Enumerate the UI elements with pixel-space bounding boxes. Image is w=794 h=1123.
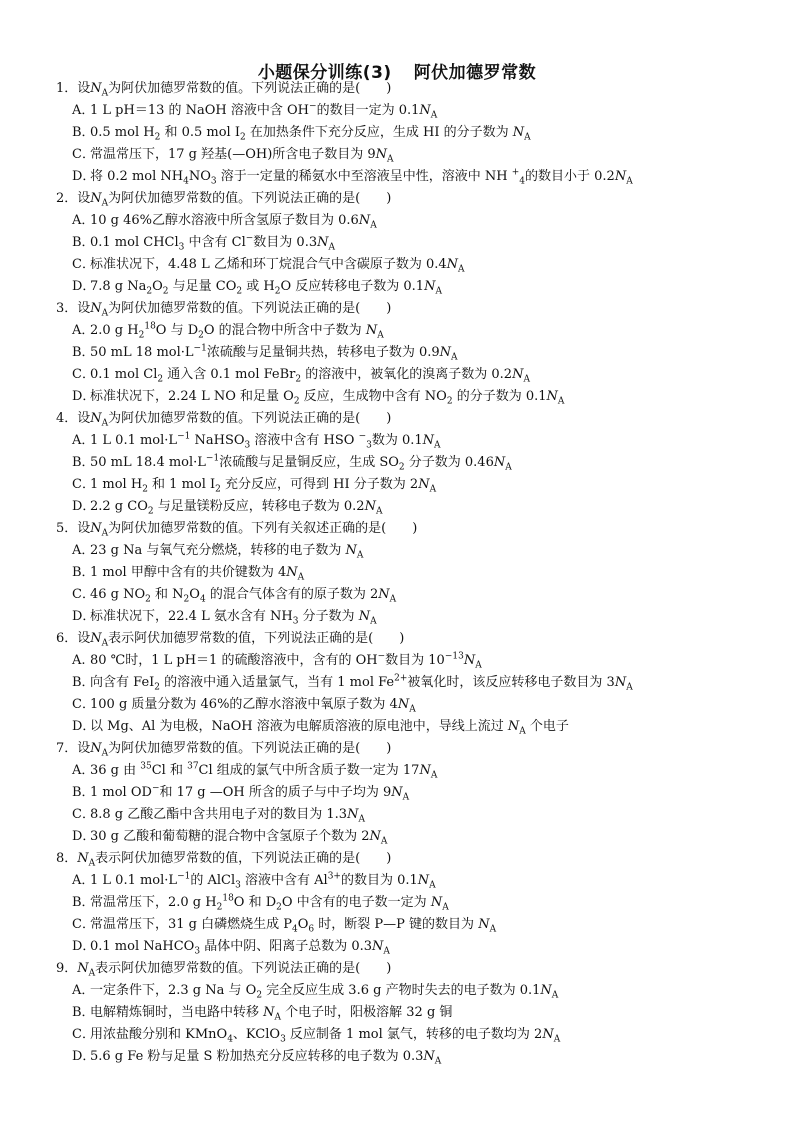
option-text: 1 L 0.1 $mol\cdot L^{-1}$ NaHSO$_3$ 溶液中含有 HSO −$_3$数为 $0.1N_A$ <box>90 431 441 451</box>
title-topic: 阿伏加德罗常数 <box>413 63 537 83</box>
option-label: A． <box>72 323 95 338</box>
question-stem: 4．设$N_A$为阿伏加德罗常数的值。下列说法正确的是( ) <box>56 411 392 429</box>
option-label: A． <box>72 873 95 888</box>
option-text: 30 g 乙酸和葡萄糖的混合物中含氢原子个数为 $2N_A$ <box>90 829 388 847</box>
option-b <box>56 562 756 584</box>
option-text: 标准状况下，4.48 L 乙烯和环丁烷混合气中含碳原子数为 $0.4N_A$ <box>90 257 465 275</box>
option-b <box>56 892 756 914</box>
question-stem: 6．设$N_A$表示阿伏加德罗常数的值，下列说法正确的是( ) <box>56 631 405 649</box>
question-stem: 7．设$N_A$为阿伏加德罗常数的值。下列说法正确的是( ) <box>56 741 392 759</box>
option-d <box>56 386 756 408</box>
option-label: D． <box>72 279 96 294</box>
question-3 <box>56 298 756 408</box>
question-6 <box>56 628 756 738</box>
option-text: 一定条件下，2.3 g Na 与 $O_2$ 完全反应生成 3.6 g 产物时失去的电子数为 $0.1N_A$ <box>90 983 559 1001</box>
option-label: B． <box>72 895 95 910</box>
option-a <box>56 430 756 452</box>
option-label: D． <box>72 169 96 184</box>
option-text: 2.2 g $CO_2$ 与足量镁粉反应，转移电子数为 $0.2N_A$ <box>90 499 383 517</box>
option-d <box>56 826 756 848</box>
option-label: D． <box>72 609 96 624</box>
option-d <box>56 1046 756 1068</box>
option-text: 50 mL 18.4 $mol\cdot L^{-1}$浓硫酸与足量铜反应，生成 $SO_2$ 分子数为 $0.46N_A$ <box>90 453 512 473</box>
option-text: 标准状况下，2.24 L NO 和足量 $O_2$ 反应，生成物中含有 $NO_2$ 的分子数为 $0.1N_A$ <box>90 389 565 407</box>
option-label: B． <box>72 675 95 690</box>
question-4 <box>56 408 756 518</box>
option-label: C． <box>72 477 95 492</box>
option-text: 0.5 mol $H_2$ 和 0.5 mol $I_2$ 在加热条件下充分反应，生成 HI 的分子数为 $N_A$ <box>90 125 531 143</box>
option-d <box>56 276 756 298</box>
option-a <box>56 980 756 1002</box>
option-label: A． <box>72 213 95 228</box>
option-text: 7.8 g $Na_2O_2$ 与足量 $CO_2$ 或 $H_2O$ 反应转移电子数为 $0.1N_A$ <box>90 279 442 297</box>
option-b <box>56 452 756 474</box>
option-d <box>56 716 756 738</box>
option-text: 50 mL 18 $mol\cdot L^{-1}$浓硫酸与足量铜共热，转移电子数为 $0.9N_A$ <box>90 343 458 363</box>
option-text: 1 L 0.1 $mol\cdot L^{-1}$的 AlCl$_3$ 溶液中含有 $Al^{3+}$的数目为 $0.1N_A$ <box>90 871 436 891</box>
option-c <box>56 474 756 496</box>
option-b <box>56 782 756 804</box>
option-a <box>56 870 756 892</box>
question-2 <box>56 188 756 298</box>
option-text: 用浓盐酸分别和 KMnO$_4$、KClO$_3$ 反应制备 1 mol 氯气，转移的电子数均为 $2N_A$ <box>90 1027 561 1045</box>
option-text: 36 g 由 $^{35}$Cl 和 $^{37}$Cl 组成的氯气中所含质子数一定为 $17N_A$ <box>90 761 438 781</box>
question-5 <box>56 518 756 628</box>
question-1 <box>56 78 756 188</box>
option-b <box>56 122 756 144</box>
option-label: D． <box>72 499 96 514</box>
option-d <box>56 166 756 188</box>
option-d <box>56 606 756 628</box>
option-label: B． <box>72 235 95 250</box>
option-text: 向含有 FeI$_2$ 的溶液中通入适量氯气，当有 1 mol $Fe^{2+}$被氧化时，该反应转移电子数目为 $3N_A$ <box>90 673 633 693</box>
option-label: C． <box>72 1027 95 1042</box>
question-stem: 3．设$N_A$为阿伏加德罗常数的值。下列说法正确的是( ) <box>56 301 392 319</box>
option-text: 2.0 g $H_2^{18}O$ 与 $D_2O$ 的混合物中所含中子数为 $N_A$ <box>90 321 384 341</box>
option-a <box>56 320 756 342</box>
option-label: A． <box>72 543 95 558</box>
option-c <box>56 144 756 166</box>
option-c <box>56 914 756 936</box>
title-main: 小题保分训练(3) <box>257 63 392 83</box>
option-text: 1 mol $H_2$ 和 1 mol $I_2$ 充分反应，可得到 HI 分子数为 $2N_A$ <box>90 477 437 495</box>
option-label: B． <box>72 455 95 470</box>
option-a <box>56 100 756 122</box>
option-label: D． <box>72 939 96 954</box>
option-text: 常温常压下，17 g 羟基(—OH)所含电子数目为 $9N_A$ <box>90 147 394 165</box>
option-a <box>56 650 756 672</box>
option-text: 常温常压下，31 g 白磷燃烧生成 $P_4O_6$ 时，断裂 P—P 键的数目为 $N_A$ <box>90 917 497 935</box>
option-text: 46 g $NO_2$ 和 $N_2O_4$ 的混合气体含有的原子数为 $2N_A$ <box>90 587 397 605</box>
option-text: 将 0.2 mol $NH_4NO_3$ 溶于一定量的稀氨水中至溶液呈中性，溶液中 NH +$_4$的数目小于 $0.2N_A$ <box>90 167 633 187</box>
option-b <box>56 672 756 694</box>
option-text: 23 g Na 与氧气充分燃烧，转移的电子数为 $N_A$ <box>90 543 364 561</box>
option-label: B． <box>72 345 95 360</box>
option-c <box>56 1024 756 1046</box>
option-c <box>56 694 756 716</box>
option-a <box>56 210 756 232</box>
option-a <box>56 540 756 562</box>
option-label: B． <box>72 125 95 140</box>
option-label: C． <box>72 367 95 382</box>
option-c <box>56 254 756 276</box>
option-label: A. <box>72 653 86 668</box>
option-text: 标准状况下，22.4 L 氨水含有 $NH_3$ 分子数为 $N_A$ <box>90 609 377 627</box>
option-b <box>56 1002 756 1024</box>
question-stem: 2．设$N_A$为阿伏加德罗常数的值。下列说法正确的是( ) <box>56 191 392 209</box>
option-label: A． <box>72 433 95 448</box>
option-label: A． <box>72 983 95 998</box>
option-label: D． <box>72 719 96 734</box>
question-stem: 5．设$N_A$为阿伏加德罗常数的值。下列有关叙述正确的是( ) <box>56 521 418 539</box>
option-text: 1 mol OD−和 17 g —OH 所含的质子与中子均为 $9N_A$ <box>90 783 410 803</box>
option-text: 常温常压下，2.0 g $H_2^{18}O$ 和 $D_2O$ 中含有的电子数一定为 $N_A$ <box>90 893 449 913</box>
question-8 <box>56 848 756 958</box>
option-text: 0.1 mol NaHCO$_3$ 晶体中阴、阳离子总数为 $0.3N_A$ <box>90 939 390 957</box>
option-text: 100 g 质量分数为 46%的乙醇水溶液中氧原子数为 $4N_A$ <box>90 697 416 715</box>
option-label: C． <box>72 147 95 162</box>
option-c <box>56 804 756 826</box>
option-label: C． <box>72 697 95 712</box>
option-label: A． <box>72 763 95 778</box>
question-list <box>56 78 756 1068</box>
option-label: B． <box>72 1005 95 1020</box>
question-7 <box>56 738 756 848</box>
option-label: D． <box>72 829 96 844</box>
option-a <box>56 760 756 782</box>
option-label: C． <box>72 257 95 272</box>
option-text: 以 Mg、Al 为电极，NaOH 溶液为电解质溶液的原电池中，导线上流过 $N_A$ 个电子 <box>90 719 569 737</box>
option-b <box>56 342 756 364</box>
option-c <box>56 364 756 386</box>
option-label: B． <box>72 785 95 800</box>
option-label: D． <box>72 1049 96 1064</box>
option-text: 1 L pH＝13 的 NaOH 溶液中含 OH−的数目一定为 $0.1N_A$ <box>90 101 438 121</box>
option-text: 10 g 46%乙醇水溶液中所含氢原子数目为 $0.6N_A$ <box>90 213 377 231</box>
option-text: 0.1 mol $Cl_2$ 通入含 0.1 mol FeBr$_2$ 的溶液中，被氧化的溴离子数为 $0.2N_A$ <box>90 367 530 385</box>
option-d <box>56 496 756 518</box>
option-text: 1 mol 甲醇中含有的共价键数为 $4N_A$ <box>90 565 305 583</box>
option-text: 电解精炼铜时，当电路中转移 $N_A$ 个电子时，阳极溶解 32 g 铜 <box>90 1005 453 1023</box>
option-b <box>56 232 756 254</box>
question-9 <box>56 958 756 1068</box>
option-c <box>56 584 756 606</box>
option-label: D． <box>72 389 96 404</box>
option-text: 5.6 g Fe 粉与足量 S 粉加热充分反应转移的电子数为 $0.3N_A$ <box>90 1049 442 1067</box>
question-stem: 9．$N_A$表示阿伏加德罗常数的值。下列说法正确的是( ) <box>56 961 392 979</box>
question-stem: 8．$N_A$表示阿伏加德罗常数的值，下列说法正确的是( ) <box>56 851 392 869</box>
option-label: C． <box>72 807 95 822</box>
option-label: C． <box>72 917 95 932</box>
option-text: 80 ℃时，1 L pH＝1 的硫酸溶液中，含有的 OH−数目为 $10^{-13}N_A$ <box>90 651 482 671</box>
option-label: B． <box>72 565 95 580</box>
option-text: 0.1 mol CHCl$_3$ 中含有 Cl−数目为 $0.3N_A$ <box>90 233 335 253</box>
option-text: 8.8 g 乙酸乙酯中含共用电子对的数目为 $1.3N_A$ <box>90 807 365 825</box>
option-label: C． <box>72 587 95 602</box>
question-stem: 1．设$N_A$为阿伏加德罗常数的值。下列说法正确的是( ) <box>56 81 392 99</box>
option-d <box>56 936 756 958</box>
option-label: A． <box>72 103 95 118</box>
